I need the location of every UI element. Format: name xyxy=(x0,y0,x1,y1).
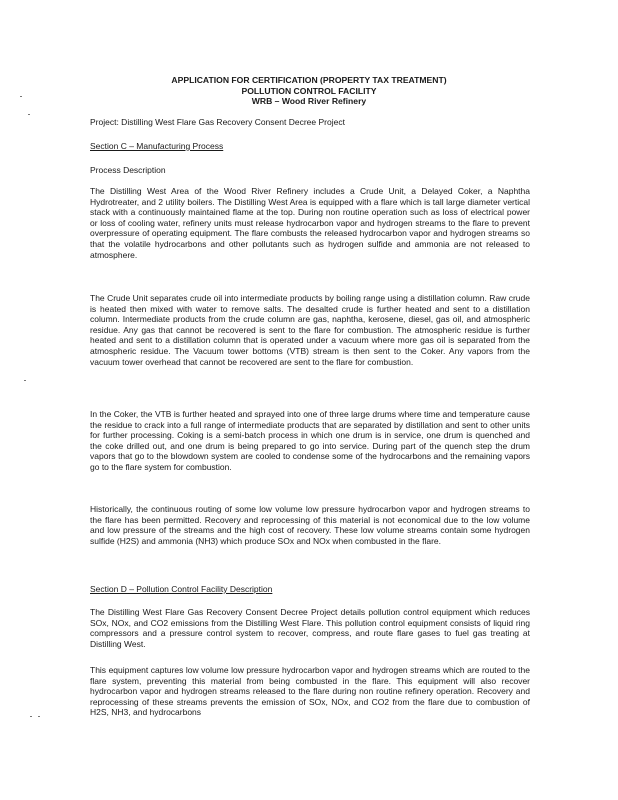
scan-speck xyxy=(30,716,32,717)
scan-speck xyxy=(38,716,40,717)
scan-speck xyxy=(28,114,30,115)
header-refinery: WRB – Wood River Refinery xyxy=(251,96,367,106)
paragraph-distilling-west: The Distilling West Area of the Wood River Refinery includes a Crude Unit, a Delayed Coker, a Naphtha Hydrotreater, and 2 utility boilers. The Distilling West Area is equipped with a flare which is tall large diameter vertical stack with a continuously maintained flame at the top. During non routine operation such as loss of electrical power or loss of cooling water, refinery units must release hydrocarbon vapor and hydrogen streams to the flare to prevent overpressure of operating equipment. The flare combusts the released hydrocarbon vapor and hydrogen streams so that the volatile hydrocarbons and other pollutants such as hydrogen sulfide and ammonia are not released to atmosphere. xyxy=(90,186,530,260)
process-description-heading: Process Description xyxy=(90,165,166,175)
section-d-heading: Section D – Pollution Control Facility Description xyxy=(90,584,273,594)
paragraph-equipment-capture: This equipment captures low volume low pressure hydrocarbon vapor and hydrogen streams which are routed to the flare system, preventing this material from being combusted in the flare. This equipment will also recover hydrocarbon vapor and hydrogen streams released to the flare during non routine refinery operation. Recovery and reprocessing of these streams prevents the emission of SOx, NOx, and CO2 from the flare due to combustion of H2S, NH3, and hydrocarbons xyxy=(90,665,530,718)
section-c-heading: Section C – Manufacturing Process xyxy=(90,141,224,151)
header-subtitle: POLLUTION CONTROL FACILITY xyxy=(241,85,377,96)
paragraph-crude-unit: The Crude Unit separates crude oil into intermediate products by boiling range using a distillation column. Raw crude is heated then mixed with water to remove salts. The desalted crude is further heated and sent to a distillation column. Intermediate products from the crude column are gas, naphtha, kerosene, diesel, gas oil, and atmospheric residue. Any gas that cannot be recovered is sent to the flare for combustion. The atmospheric residue is further heated and sent to a distillation column that is operated under a vacuum where more gas oil is separated from the atmospheric residue. The Vacuum tower bottoms (VTB) stream is then sent to the Coker. Any vapors from the vacuum tower overhead that cannot be recovered are sent to the flare for combustion. xyxy=(90,293,530,367)
paragraph-flare-gas-recovery: The Distilling West Flare Gas Recovery Consent Decree Project details pollution control equipment which reduces SOx, NOx, and CO2 emissions from the Distilling West Flare. This pollution control equipment consists of liquid ring compressors and a pressure control system to recover, compress, and route flare gases to fuel gas treating at Distilling West. xyxy=(90,607,530,649)
header-title: APPLICATION FOR CERTIFICATION (PROPERTY TAX TREATMENT) xyxy=(171,75,447,85)
scan-speck xyxy=(24,380,26,381)
scan-speck xyxy=(20,96,22,97)
paragraph-historical-routing: Historically, the continuous routing of some low volume low pressure hydrocarbon vapor and hydrogen streams to the flare has been permitted. Recovery and reprocessing of this material is not economical due to the low volume and low pressure of the streams and the high cost of recovery. These low volume streams contain some hydrogen sulfide (H2S) and ammonia (NH3) which produce SOx and NOx when combusted in the flare. xyxy=(90,504,530,546)
project-line: Project: Distilling West Flare Gas Recovery Consent Decree Project xyxy=(90,117,345,127)
paragraph-coker: In the Coker, the VTB is further heated and sprayed into one of three large drums where time and temperature cause the residue to crack into a full range of intermediate products that are separated by distillation and sent to other units for further processing. Coking is a semi-batch process in which one drum is in service, one drum is quenched and the coke drilled out, and one drum is being prepared to go into service. During part of the quench step the drum vapors that go to the blowdown system are cooled to condense some of the hydrocarbons and the remaining vapors go to the flare system for combustion. xyxy=(90,409,530,472)
document-header xyxy=(0,75,618,107)
